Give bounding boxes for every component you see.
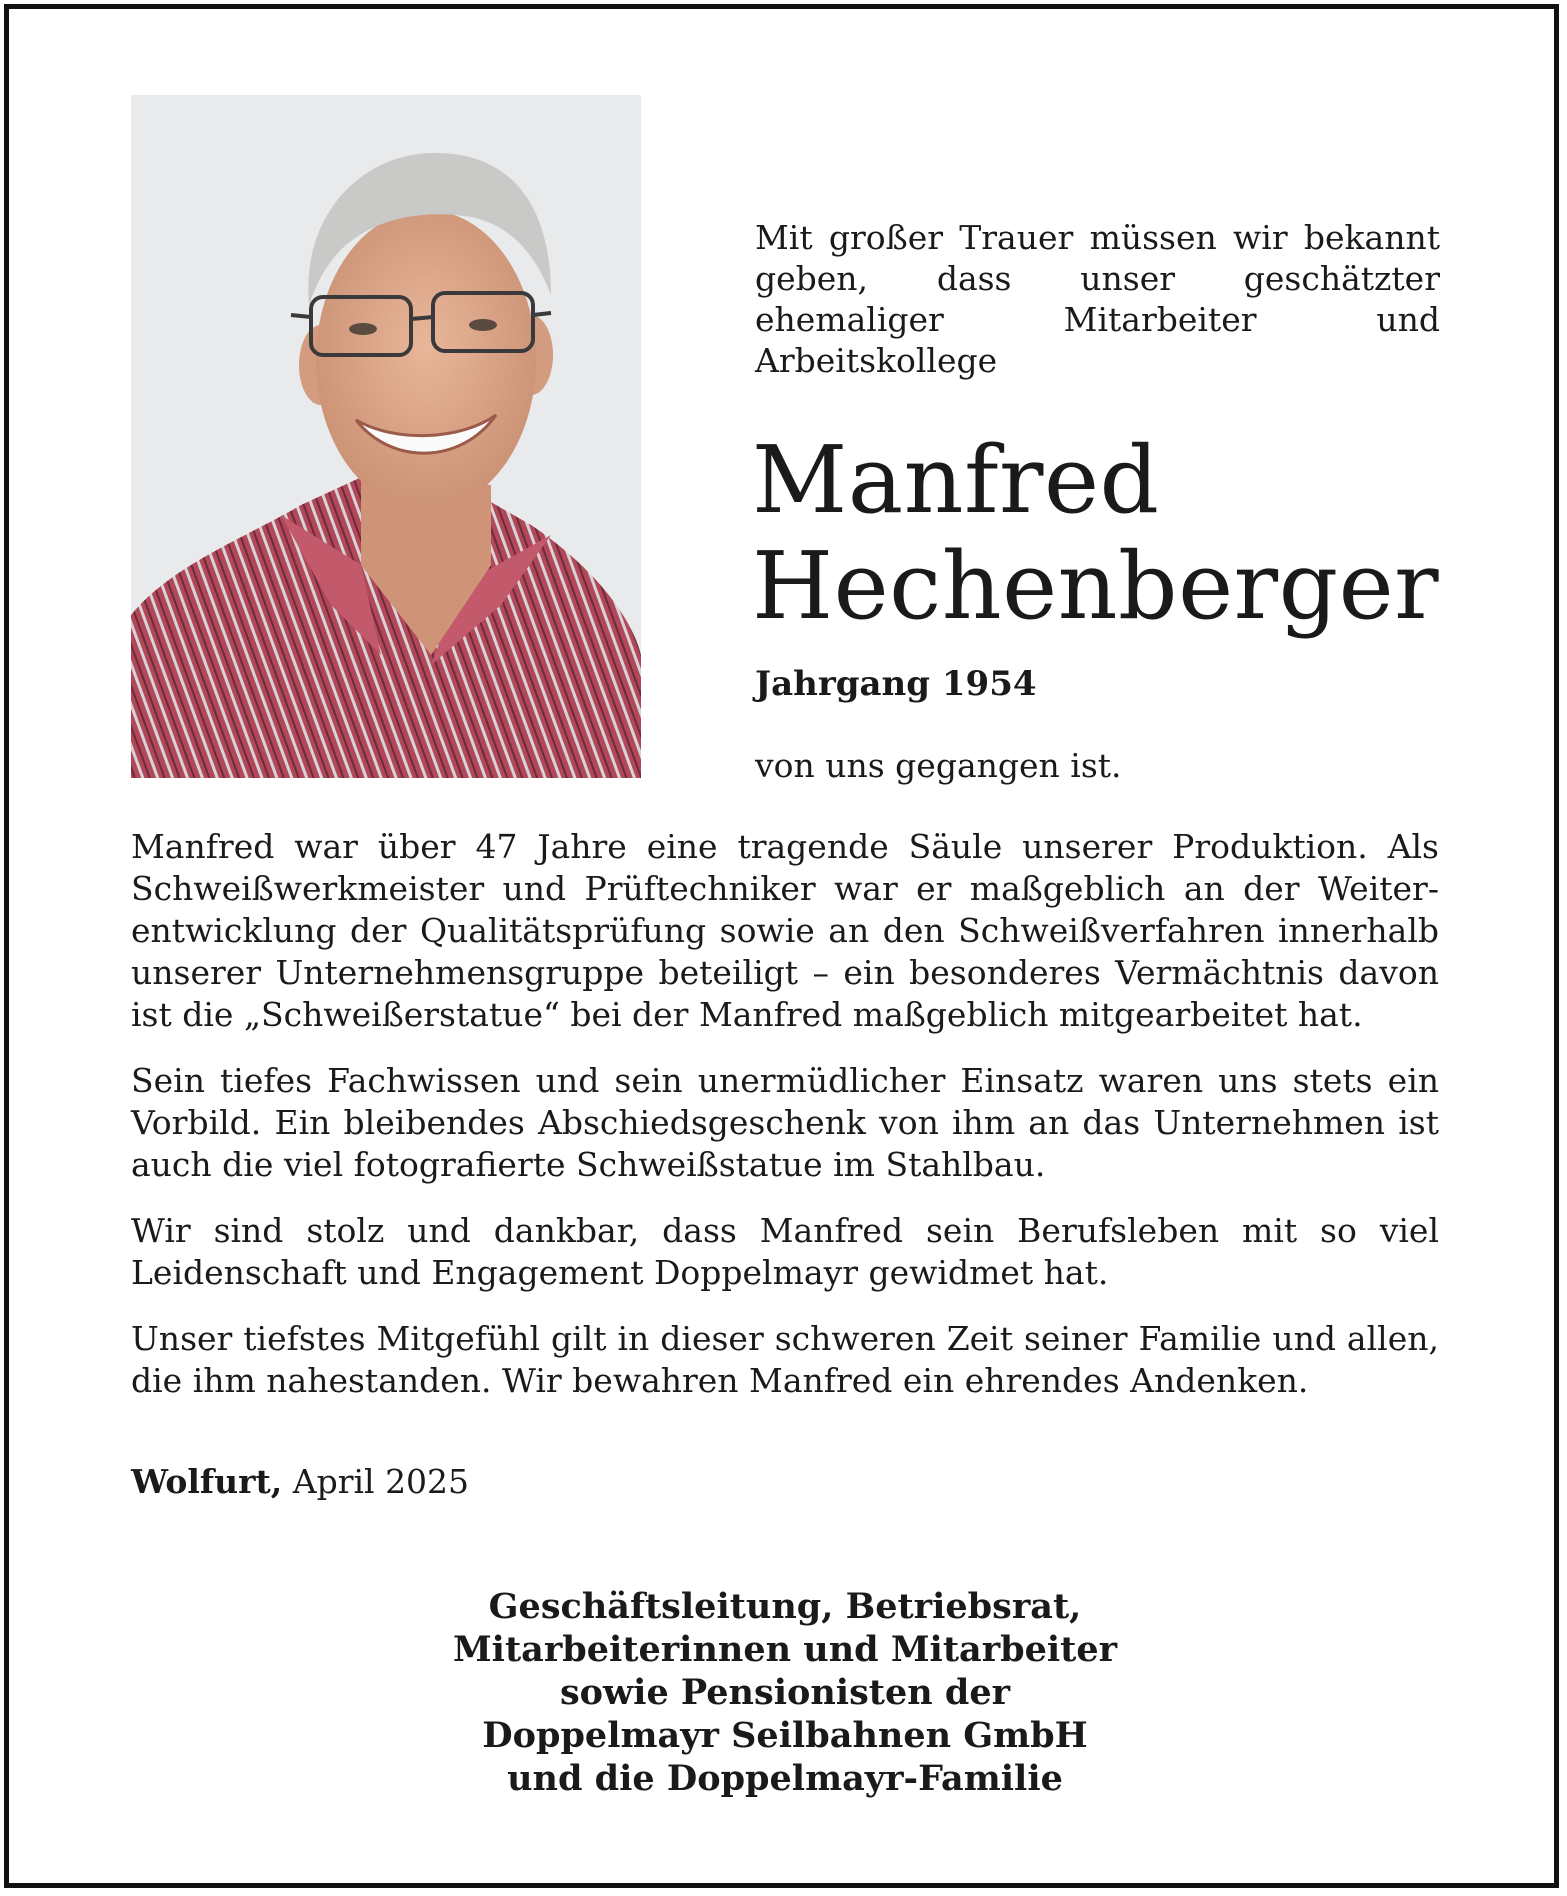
paragraph: Wir sind stolz und dankbar, dass Manfred sein Berufsleben mit so viel Leidenschaft und Engagement Doppelmayr gewidmet hat. bbox=[131, 1211, 1439, 1292]
date: April 2025 bbox=[292, 1462, 470, 1501]
portrait-illustration bbox=[131, 95, 641, 778]
passed-text: von uns gegangen ist. bbox=[755, 746, 1122, 785]
place-date bbox=[131, 1462, 469, 1501]
signature-line: Geschäftsleitung, Betriebsrat, bbox=[488, 1586, 1082, 1627]
last-name: Hechenberger bbox=[752, 532, 1440, 640]
paragraph: Unser tiefstes Mitgefühl gilt in dieser schweren Zeit seiner Familie und allen, die ihm nahestanden. Wir bewahren Manfred ein ehrendes Andenken. bbox=[131, 1319, 1439, 1400]
signature-line: Mitarbeiterinnen und Mitarbeiter bbox=[452, 1629, 1118, 1670]
place: Wolfurt, bbox=[131, 1462, 283, 1501]
signature-line: Doppelmayr Seilbahnen GmbH bbox=[482, 1715, 1088, 1756]
signature-line: sowie Pensionisten der bbox=[559, 1672, 1011, 1713]
deceased-name bbox=[752, 427, 1472, 639]
intro-text: Mit großer Trauer müssen wir bekannt geben, dass unser geschätzter ehemaliger Mitarbeiter und Arbeitskollege bbox=[755, 218, 1440, 380]
signature-line: und die Doppelmayr-Familie bbox=[507, 1758, 1063, 1799]
paragraph: Sein tiefes Fachwissen und sein unermüdlicher Einsatz waren uns stets ein Vorbild. Ein bleibendes Abschiedsgeschenk von ihm an das Unternehmen ist auch die viel fotografierte Schweißstatue im Stahlbau. bbox=[131, 1061, 1439, 1184]
portrait-photo bbox=[131, 95, 641, 778]
body-text bbox=[131, 826, 1439, 1426]
birth-year: Jahrgang 1954 bbox=[755, 664, 1037, 704]
signature-block bbox=[300, 1585, 1270, 1800]
paragraph: Manfred war über 47 Jahre eine tragende Säule unserer Produktion. Als Schweißwerkmeister und Prüftechniker war er maßgeblich an der Weiterentwicklung der Qualitätsprüfung sowie an den Schweißverfahren innerhalb unserer Unternehmensgruppe beteiligt – ein besonderes Vermächtnis davon ist die „Schweißerstatue“ bei der Manfred maßgeblich mitgearbeitet hat. bbox=[131, 827, 1439, 1034]
first-name: Manfred bbox=[752, 426, 1160, 534]
